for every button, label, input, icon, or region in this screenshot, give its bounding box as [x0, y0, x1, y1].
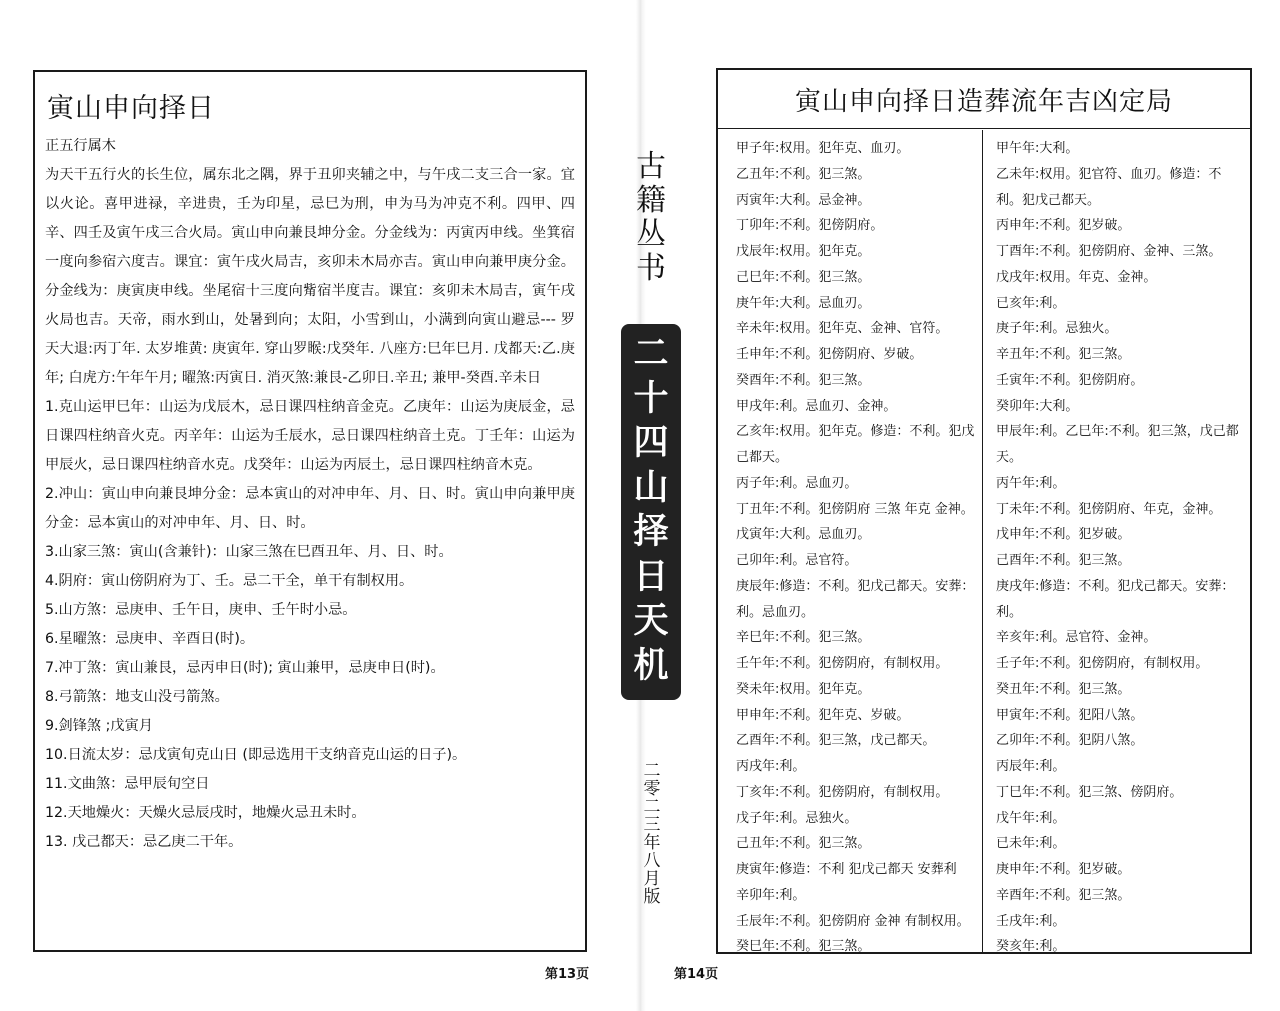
- list-item: 6.星曜煞：忌庚申、辛酉日(时)。: [45, 631, 255, 647]
- year-row: 己丑年:不利。犯三煞。: [736, 836, 871, 852]
- year-row: 壬寅年:不利。犯傍阴府。: [996, 372, 1144, 388]
- year-row: 丁丑年:不利。犯傍阴府 三煞 年克 金神。: [736, 501, 974, 517]
- year-row: 丙午年:利。: [996, 475, 1066, 491]
- year-row: 癸亥年:利。: [996, 939, 1066, 955]
- year-row: 戊午年:利。: [996, 810, 1066, 826]
- year-row: 甲寅年:不利。犯阳八煞。: [996, 707, 1144, 723]
- year-row: 壬子年:不利。犯傍阴府，有制权用。: [996, 656, 1209, 671]
- year-row: 壬午年:不利。犯傍阴府，有制权用。: [736, 656, 949, 671]
- year-row: 辛卯年:利。: [736, 887, 806, 903]
- year-row: 庚辰年:修造：不利。犯戊己都天。安葬：利。忌血刃。: [736, 578, 975, 620]
- list-item: 10.日流太岁：忌戊寅旬克山日 (即忌选用干支纳音克山运的日子)。: [45, 747, 467, 763]
- list-item: 11.文曲煞：忌甲辰旬空日: [45, 776, 210, 792]
- year-row: 乙卯年:不利。犯阴八煞。: [996, 733, 1144, 749]
- spine-title-band: [621, 324, 681, 700]
- year-row: 丁亥年:不利。犯傍阴府，有制权用。: [736, 784, 949, 800]
- year-row: 癸未年:权用。犯年克。: [736, 681, 871, 697]
- spine-edition: 二零二三年八月版: [643, 761, 661, 907]
- year-row: 已未年:利。: [996, 836, 1066, 852]
- year-row: 丁巳年:不利。犯三煞、傍阴府。: [996, 784, 1183, 800]
- list-item: 9.剑锋煞 ;戊寅月: [45, 718, 153, 734]
- year-row: 庚戌年:修造：不利。犯戊己都天。安葬：利。: [996, 578, 1235, 620]
- left-page-frame: [33, 70, 587, 952]
- list-item: 5.山方煞：忌庚申、壬午日，庚申、壬午时小忌。: [45, 602, 357, 618]
- list-item: 2.冲山：寅山申向兼艮坤分金：忌本寅山的对冲申年、月、日、时。寅山申向兼甲庚分金：忌本寅山的对冲申年、月、日、时。: [45, 486, 575, 531]
- avoidance-list: [45, 393, 575, 857]
- list-item: 13. 戊己都天：忌乙庚二干年。: [45, 834, 243, 850]
- year-row: 庚寅年:修造：不利 犯戊己都天 安葬利: [736, 862, 957, 877]
- year-row: 戊戌年:权用。年克、金神。: [996, 269, 1157, 285]
- year-row: 乙酉年:不利。犯三煞，戊己都天。: [736, 733, 936, 749]
- intro-paragraph: 为天干五行火的长生位，属东北之隅，界于丑卯夹辅之中，与午戌二支三合一家。宜以火论。喜甲进禄，辛进贵，壬为印星，忌巳为刑，申为马为冲克不利。四甲、四辛、四壬及寅午戌三合火局。寅山申向兼艮坤分金。分金线为：丙寅丙申线。坐箕宿一度向参宿六度吉。课宜：寅午戌火局吉，亥卯未木局亦吉。寅山申向兼甲庚分金。分金线为：庚寅庚申线。坐尾宿十三度向觜宿半度吉。课宜：亥卯未木局吉，寅午戌火局也吉。天帝，雨水到山，处暑到向；太阳，小雪到山，小满到向寅山避忌--- 罗天大退:丙丁年. 太岁堆黄: 庚寅年. 穿山罗睺:戊癸年. 八座方:巳年巳月. 戊都天:乙.庚年; 白虎方:午年午月; 曜煞:丙寅日. 消灭煞:兼艮-乙卯日.辛丑; 兼甲-癸酉.辛未日: [45, 167, 575, 386]
- year-row: 己酉年:不利。犯三煞。: [996, 553, 1131, 568]
- right-page-frame: [716, 68, 1252, 954]
- year-row: 甲辰年:利。乙巳年:不利。犯三煞，戊己都天。: [996, 424, 1239, 465]
- year-row: 壬辰年:不利。犯傍阴府 金神 有制权用。: [736, 913, 970, 929]
- year-row: 丁未年:不利。犯傍阴府、年克，金神。: [996, 501, 1222, 517]
- year-row: 己巳年:不利。犯三煞。: [736, 269, 871, 285]
- year-row: 甲午年:大利。: [996, 141, 1079, 156]
- year-row: 庚午年:大利。忌血刃。: [736, 295, 871, 311]
- left-page-number: 第13页: [545, 967, 590, 982]
- year-row: 辛巳年:不利。犯三煞。: [736, 630, 871, 646]
- year-row: 辛酉年:不利。犯三煞。: [996, 887, 1131, 903]
- year-row: 乙亥年:权用。犯年克。修造：不利。犯戊己都天。: [736, 424, 975, 465]
- year-row: 壬申年:不利。犯傍阴府、岁破。: [736, 347, 923, 362]
- year-row: 辛未年:权用。犯年克、金神、官符。: [736, 321, 949, 337]
- year-row: 癸卯年:大利。: [996, 398, 1079, 414]
- year-row: 丙子年:利。忌血刃。: [736, 475, 858, 491]
- year-row: 癸丑年:不利。犯三煞。: [996, 681, 1131, 697]
- year-list-right: [996, 136, 1244, 960]
- list-item: 3.山家三煞：寅山(含兼针)：山家三煞在巳酉丑年、月、日、时。: [45, 544, 453, 560]
- year-row: 庚子年:利。忌独火。: [996, 321, 1118, 337]
- year-row: 辛丑年:不利。犯三煞。: [996, 347, 1131, 362]
- year-row: 乙未年:权用。犯官符、血刃。修造：不利。犯戊己都天。: [996, 166, 1222, 208]
- year-row: 戊申年:不利。犯岁破。: [996, 527, 1131, 543]
- year-row: 丁酉年:不利。犯傍阴府、金神、三煞。: [996, 244, 1222, 259]
- year-row: 丙戌年:利。: [736, 759, 806, 774]
- year-row: 辛亥年:利。忌官符、金神。: [996, 630, 1157, 646]
- spine-series: 古籍丛书: [636, 149, 666, 286]
- year-row: 丁卯年:不利。犯傍阴府。: [736, 218, 884, 234]
- year-row: 癸巳年:不利。犯三煞。: [736, 939, 871, 955]
- year-row: 丙寅年:大利。忌金神。: [736, 192, 871, 208]
- year-row: 己卯年:利。忌官符。: [736, 553, 858, 568]
- list-item: 8.弓箭煞：地支山没弓箭煞。: [45, 689, 229, 705]
- year-row: 壬戌年:利。: [996, 913, 1066, 929]
- left-page-body: [45, 132, 575, 857]
- spine-book-title: 二十四山择日天机: [633, 334, 669, 686]
- year-row: 甲子年:权用。犯年克、血刃。: [736, 141, 910, 156]
- right-page-title: 寅山申向择日造葬流年吉凶定局: [718, 70, 1250, 129]
- year-row: 甲申年:不利。犯年克、岁破。: [736, 707, 910, 723]
- intro-heading: 正五行属木: [45, 138, 116, 154]
- year-row: 丙辰年:利。: [996, 759, 1066, 774]
- list-item: 7.冲丁煞：寅山兼艮，忌丙申日(时); 寅山兼甲，忌庚申日(时)。: [45, 660, 445, 676]
- year-row: 庚申年:不利。犯岁破。: [996, 862, 1131, 877]
- year-row: 已亥年:利。: [996, 295, 1066, 311]
- year-row: 丙申年:不利。犯岁破。: [996, 218, 1131, 234]
- year-row: 戊子年:利。忌独火。: [736, 810, 858, 826]
- list-item: 1.克山运甲巳年：山运为戊辰木，忌日课四柱纳音金克。乙庚年：山运为庚辰金，忌日课四柱纳音火克。丙辛年：山运为壬辰水，忌日课四柱纳音土克。丁壬年：山运为甲辰火，忌日课四柱纳音水克。戊癸年：山运为丙辰土，忌日课四柱纳音木克。: [45, 399, 575, 473]
- column-divider: [982, 130, 983, 952]
- year-row: 戊寅年:大利。忌血刃。: [736, 527, 871, 543]
- year-row: 乙丑年:不利。犯三煞。: [736, 166, 871, 182]
- year-list-left: [736, 136, 982, 960]
- left-page-title: 寅山申向择日: [47, 93, 215, 124]
- right-page-number: 第14页: [674, 967, 719, 982]
- year-row: 甲戌年:利。忌血刃、金神。: [736, 398, 897, 414]
- list-item: 4.阴府：寅山傍阴府为丁、壬。忌二干全，单干有制权用。: [45, 573, 414, 589]
- year-row: 癸酉年:不利。犯三煞。: [736, 372, 871, 388]
- year-row: 戊辰年:权用。犯年克。: [736, 244, 871, 259]
- list-item: 12.天地燥火：天燥火忌辰戌时，地燥火忌丑未时。: [45, 805, 366, 821]
